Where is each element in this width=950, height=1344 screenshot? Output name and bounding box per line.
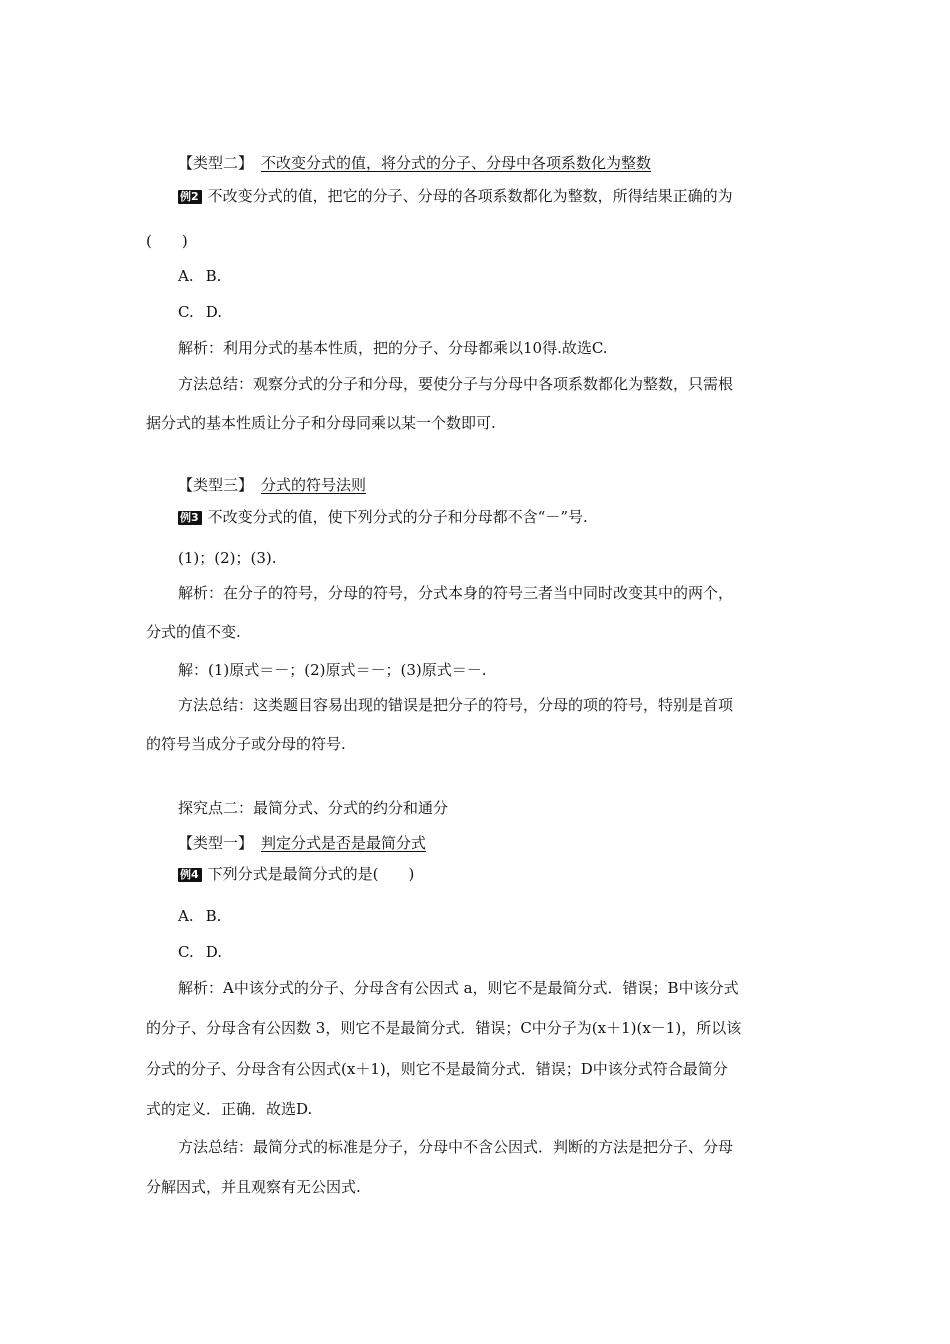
option-a: A.	[178, 907, 194, 925]
example4-options-ab	[178, 906, 221, 926]
example2-paren: ( )	[146, 232, 188, 250]
option-d: D.	[205, 303, 222, 321]
example3-question	[178, 507, 588, 527]
type1-heading	[178, 833, 426, 853]
section-point2-title: 探究点二：最简分式、分式的约分和通分	[178, 799, 449, 817]
example3-items: (1)；(2)；(3).	[178, 549, 277, 567]
example2-options-ab	[178, 266, 221, 286]
example2-summary-1: 方法总结：观察分式的分子和分母，要使分子与分母中各项系数都化为整数，只需根	[178, 375, 734, 393]
option-b: B.	[205, 267, 222, 285]
example3-analysis-1: 解析：在分子的符号，分母的符号，分式本身的符号三者当中同时改变其中的两个，	[178, 584, 734, 602]
option-b: B.	[205, 907, 222, 925]
example4-analysis-2: 的分子、分母含有公因数 3，则它不是最简分式．错误；C中分子为(x＋1)(x－1)，所以该	[146, 1019, 742, 1037]
option-c: C.	[178, 303, 194, 321]
example4-analysis-1: 解析：A中该分式的分子、分母含有公因式 a，则它不是最简分式．错误；B中该分式	[178, 979, 739, 997]
example2-options-cd	[178, 302, 222, 322]
example4-question	[178, 864, 414, 884]
example4-options-cd	[178, 942, 222, 962]
example4-analysis-3: 分式的分子、分母含有公因式(x＋1)，则它不是最简分式．错误；D中该分式符合最简分	[146, 1060, 728, 1078]
example2-text: 不改变分式的值，把它的分子、分母的各项系数都化为整数，所得结果正确的为	[207, 187, 733, 205]
example3-summary-1: 方法总结：这类题目容易出现的错误是把分子的符号，分母的项的符号，特别是首项	[178, 696, 734, 714]
type3-title: 分式的符号法则	[261, 476, 367, 494]
example2-badge: 例2	[178, 190, 202, 204]
example4-summary-1: 方法总结：最简分式的标准是分子，分母中不含公因式．判断的方法是把分子、分母	[178, 1138, 734, 1156]
example3-summary-2: 的符号当成分子或分母的符号.	[146, 735, 346, 753]
example4-text: 下列分式是最简分式的是( )	[207, 865, 415, 883]
example4-analysis-4: 式的定义．正确．故选D.	[146, 1100, 313, 1118]
type2-tag: 【类型二】	[178, 154, 254, 172]
example2-question	[178, 186, 733, 206]
type1-tag: 【类型一】	[178, 834, 254, 852]
example3-text: 不改变分式的值，使下列分式的分子和分母都不含“－”号.	[207, 508, 588, 526]
option-d: D.	[205, 943, 222, 961]
type3-tag: 【类型三】	[178, 476, 254, 494]
example3-solution: 解：(1)原式＝－；(2)原式＝－；(3)原式＝－.	[178, 661, 487, 679]
example2-analysis: 解析：利用分式的基本性质，把的分子、分母都乘以10得.故选C.	[178, 339, 608, 357]
type2-heading	[178, 153, 651, 173]
option-c: C.	[178, 943, 194, 961]
example3-analysis-2: 分式的值不变.	[146, 623, 241, 641]
example4-summary-2: 分解因式，并且观察有无公因式.	[146, 1178, 361, 1196]
option-a: A.	[178, 267, 194, 285]
type3-heading	[178, 475, 366, 495]
example4-badge: 例4	[178, 868, 202, 882]
type2-title: 不改变分式的值，将分式的分子、分母中各项系数化为整数	[261, 154, 652, 172]
type1-title: 判定分式是否是最简分式	[261, 834, 427, 852]
example3-badge: 例3	[178, 511, 202, 525]
example2-summary-2: 据分式的基本性质让分子和分母同乘以某一个数即可.	[146, 414, 496, 432]
